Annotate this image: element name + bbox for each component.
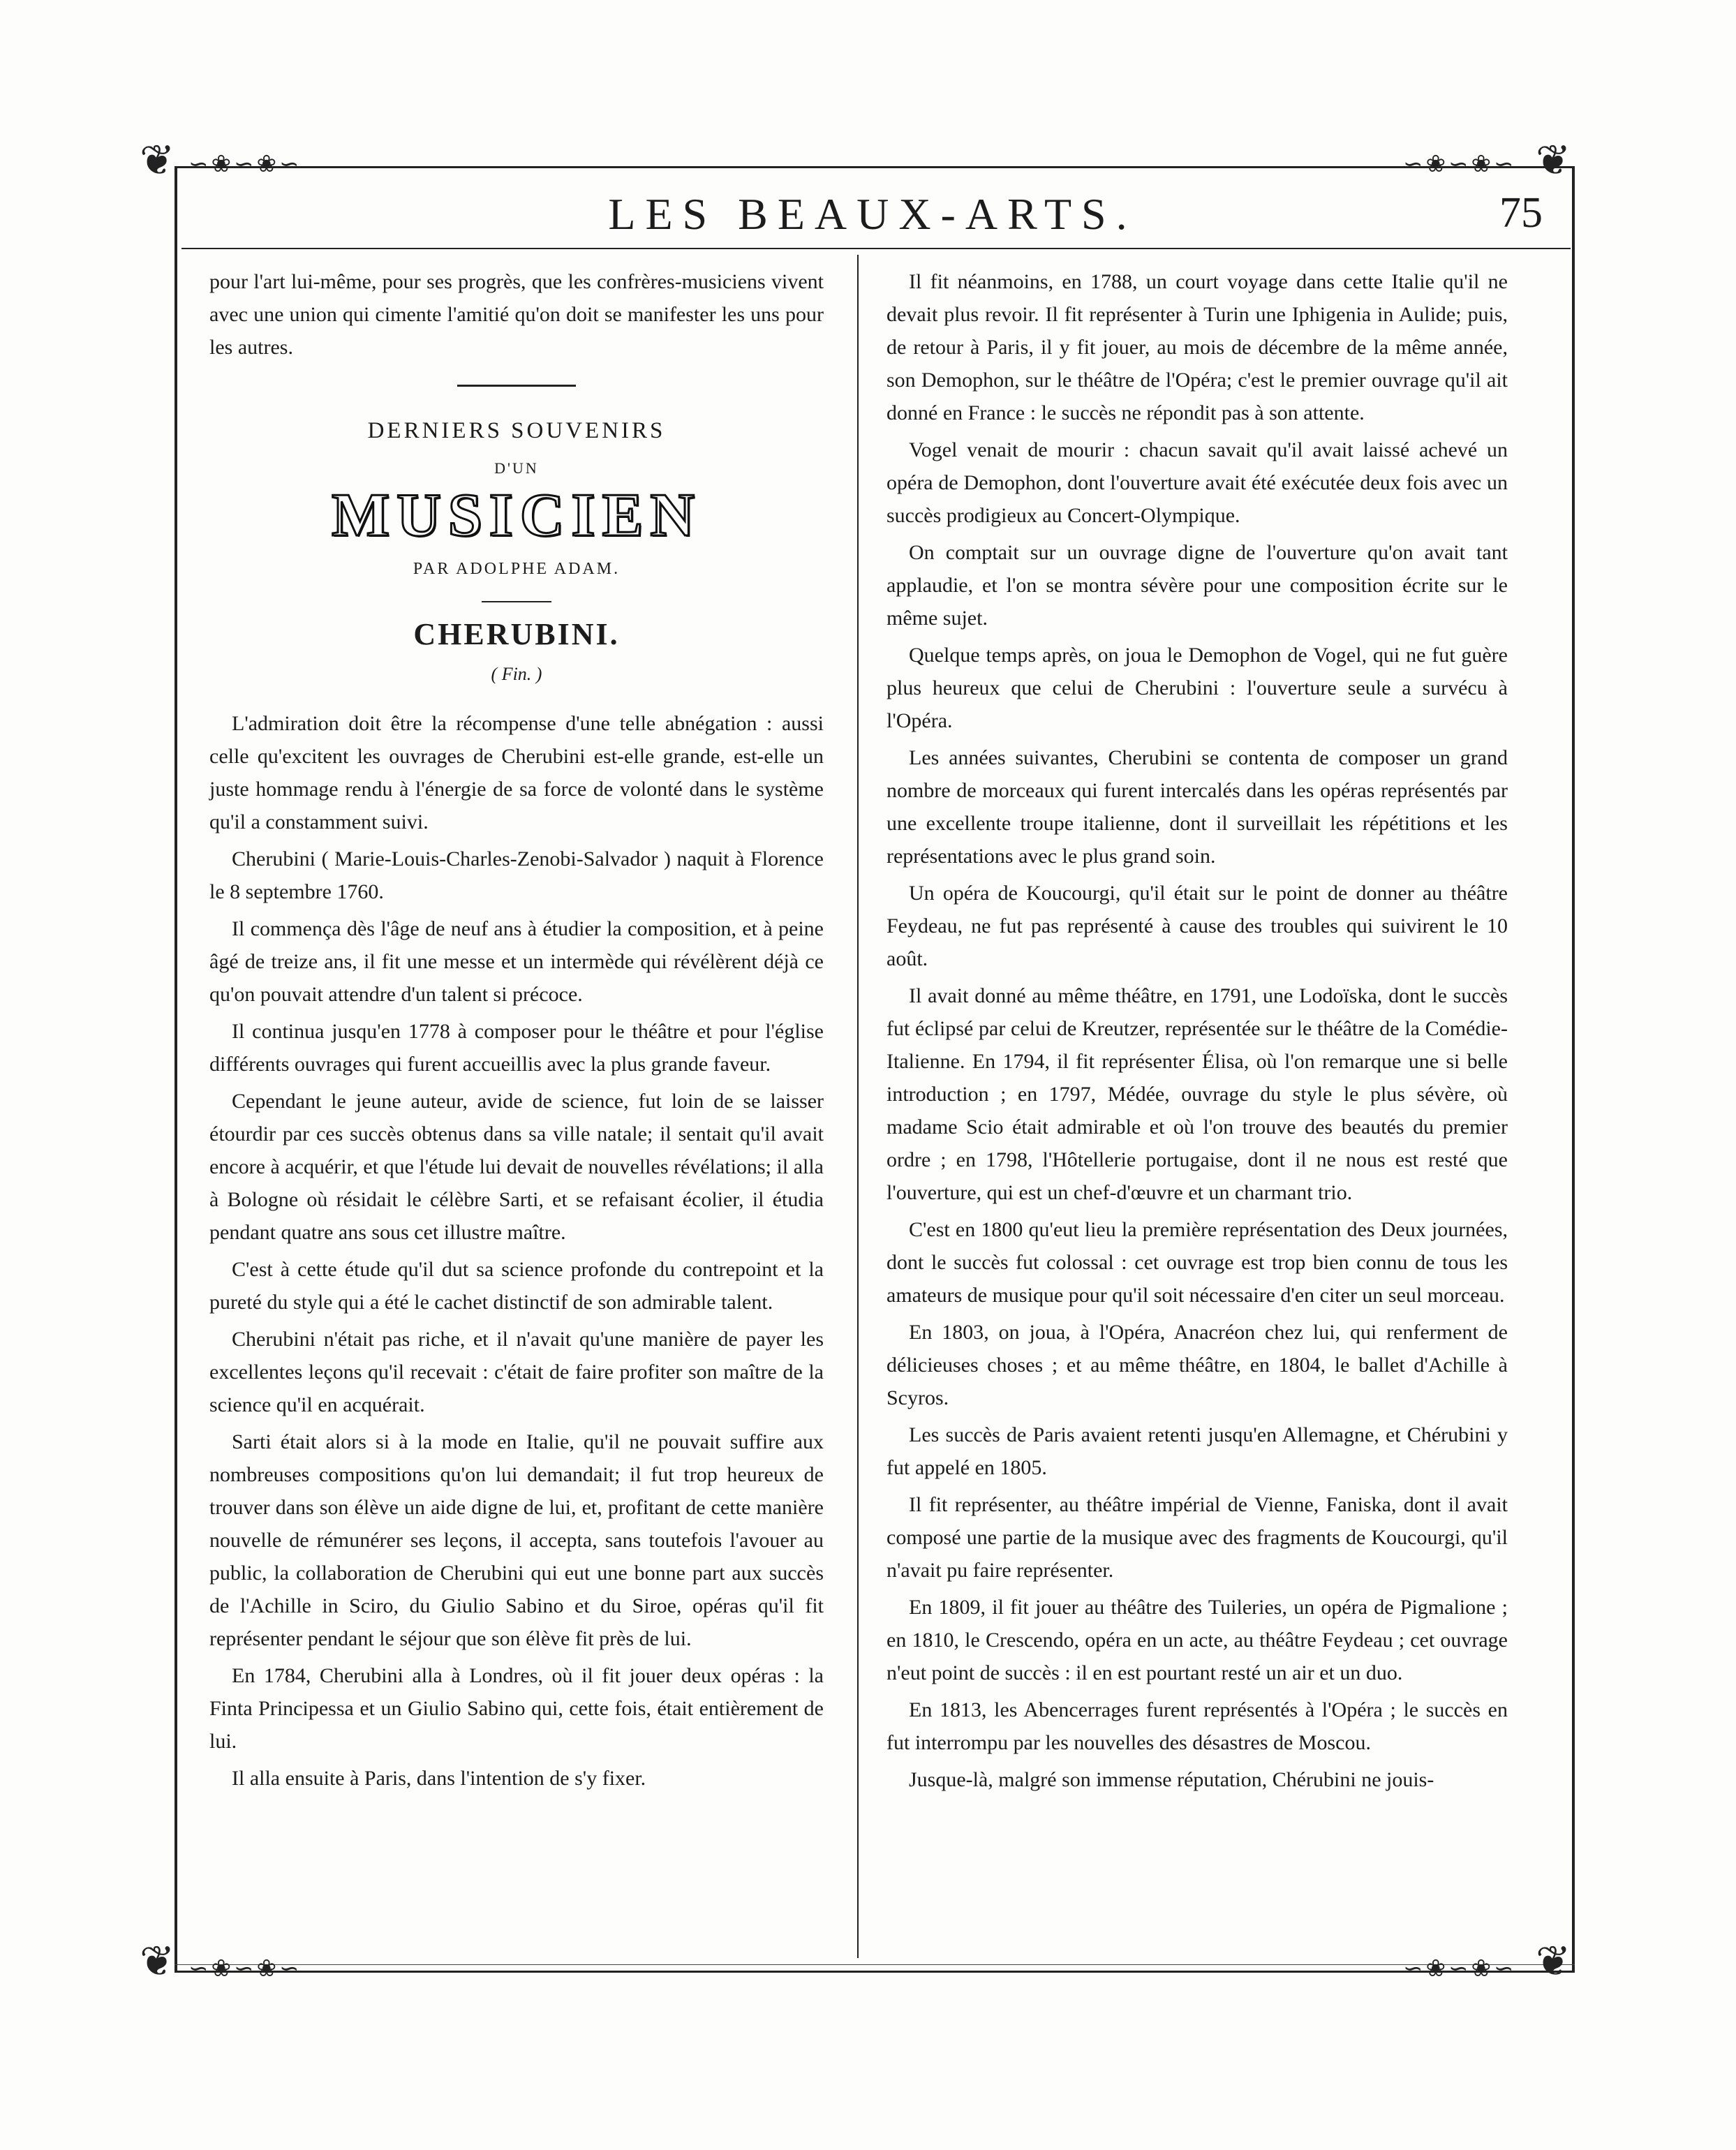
running-title: LES BEAUX-ARTS. [608, 189, 1137, 239]
section-subheading: ( Fin. ) [491, 664, 542, 684]
paragraph: L'admiration doit être la récompense d'une telle abnégation : aussi celle qu'excitent les ouvrages de Cherubini est-elle grande, est-elle un juste hommage rendu à l'énergie de sa force de volonté dans le système qu'il a constamment suivi. [209, 712, 824, 833]
corner-ornament-icon: ❦ [140, 1937, 175, 1986]
article-kicker-small: D'UN [494, 459, 539, 477]
intro-paragraph: pour l'art lui-même, pour ses progrès, que les confrères-musiciens vivent avec une union qui cimente l'amitié qu'on doit se manifester les uns pour les autres. [209, 270, 824, 359]
article-kicker: DERNIERS SOUVENIRS [367, 418, 666, 443]
paragraph: Il continua jusqu'en 1778 à composer pour le théâtre et pour l'église différents ouvrages qui furent accueillis avec la plus grande faveur. [209, 1020, 824, 1076]
page-number: 75 [1499, 189, 1543, 237]
scroll-ornament-icon: ∽❀∽❀∽ [188, 150, 302, 178]
corner-ornament-icon: ❦ [1536, 1937, 1571, 1986]
paragraph: Les succès de Paris avaient retenti jusqu'en Allemagne, et Chérubini y fut appelé en 1805. [886, 1423, 1508, 1479]
short-rule [482, 601, 551, 602]
paragraph: C'est à cette étude qu'il dut sa science profonde du contrepoint et la pureté du style qui a été le cachet distinctif de son admirable talent. [209, 1258, 824, 1314]
paragraph: Cherubini ( Marie-Louis-Charles-Zenobi-Salvador ) naquit à Florence le 8 septembre 1760. [209, 847, 824, 903]
header-rule [181, 248, 1571, 249]
paragraph: En 1803, on joua, à l'Opéra, Anacréon chez lui, qui renferment de délicieuses choses ; et au même théâtre, en 1804, le ballet d'Achille à Scyros. [886, 1321, 1508, 1409]
scroll-ornament-icon: ∽❀∽❀∽ [1403, 150, 1517, 178]
scroll-ornament-icon: ∽❀∽❀∽ [1403, 1955, 1517, 1982]
paragraph: En 1784, Cherubini alla à Londres, où il fit jouer deux opéras : la Finta Principessa et un Giulio Sabino qui, cette fois, était entièrement de lui. [209, 1664, 824, 1753]
bottom-inner-rule [175, 1964, 1575, 1965]
paragraph: Il commença dès l'âge de neuf ans à étudier la composition, et à peine âgé de treize ans, il fit une messe et un intermède qui révélèrent déjà ce qu'on pouvait attendre d'un talent si précoce. [209, 917, 824, 1006]
paragraph: Il avait donné au même théâtre, en 1791, une Lodoïska, dont le succès fut éclipsé par celui de Kreutzer, représentée sur le théâtre de la Comédie-Italienne. En 1794, il fit représenter Élisa, où l'on remarque une si belle introduction ; en 1797, Médée, ouvrage du style le plus sévère, où madame Scio était admirable et où l'on trouve des beautés du premier ordre ; en 1798, l'Hôtellerie portugaise, dont il ne nous est resté que l'ouverture, qui est un chef-d'œuvre et un charmant trio. [886, 984, 1508, 1204]
corner-ornament-icon: ❦ [140, 136, 175, 185]
paragraph: Cherubini n'était pas riche, et il n'avait qu'une manière de payer les excellentes leçons qu'il recevait : c'était de faire profiter son maître de la science qu'il en acquérait. [209, 1328, 824, 1416]
paragraph: Vogel venait de mourir : chacun savait qu'il avait laissé achevé un opéra de Demophon, dont l'ouverture avait été exécutée deux fois avec un succès prodigieux au Concert-Olympique. [886, 438, 1508, 527]
left-column [209, 265, 824, 1799]
corner-ornament-icon: ❦ [1536, 136, 1571, 185]
paragraph: Sarti était alors si à la mode en Italie, qu'il ne pouvait suffire aux nombreuses compositions qu'on lui demandait; il fut trop heureux de trouver dans son élève un aide digne de lui, et, profitant de cette manière nouvelle de rémunérer ses leçons, il accepta, sans toutefois l'avouer au public, la collaboration de Cherubini qui eut une bonne part aux succès de l'Achille in Sciro, du Giulio Sabino et du Siroe, opéras qu'il fit représenter pendant le séjour que son élève fit près de lui. [209, 1430, 824, 1650]
paragraph: Quelque temps après, on joua le Demophon de Vogel, qui ne fut guère plus heureux que celui de Cherubini : l'ouverture seule a survécu à l'Opéra. [886, 644, 1508, 732]
article-title-block [209, 385, 824, 690]
scroll-ornament-icon: ∽❀∽❀∽ [188, 1955, 302, 1982]
paragraph: Il fit représenter, au théâtre impérial de Vienne, Faniska, dont il avait composé une partie de la musique avec des fragments de Koucourgi, qu'il n'avait pu faire représenter. [886, 1493, 1508, 1582]
paragraph: En 1809, il fit jouer au théâtre des Tuileries, un opéra de Pigmalione ; en 1810, le Crescendo, opéra en un acte, au théâtre Feydeau ; cet ouvrage n'eut point de succès : il en est pourtant resté un air et un duo. [886, 1596, 1508, 1684]
paragraph: En 1813, les Abencerrages furent représentés à l'Opéra ; le succès en fut interrompu par les nouvelles des désastres de Moscou. [886, 1698, 1508, 1754]
paragraph: Un opéra de Koucourgi, qu'il était sur le point de donner au théâtre Feydeau, ne fut pas représenté à cause des troubles qui suivirent le 10 août. [886, 882, 1508, 970]
paragraph: Il fit néanmoins, en 1788, un court voyage dans cette Italie qu'il ne devait plus revoir. Il fit représenter à Turin une Iphigenia in Aulide; puis, de retour à Paris, il y fit jouer, au mois de décembre de la même année, son Demophon, sur le théâtre de l'Opéra; c'est le premier ouvrage qu'il ait donné en France : le succès ne répondit pas à son attente. [886, 270, 1508, 424]
paragraph: C'est en 1800 qu'eut lieu la première représentation des Deux journées, dont le succès fut colossal : cet ouvrage est trop bien connu de tous les amateurs de musique pour qu'il soit nécessaire d'en citer un seul morceau. [886, 1218, 1508, 1307]
paragraph: Jusque-là, malgré son immense réputation, Chérubini ne jouis- [909, 1768, 1434, 1791]
paragraph: Les années suivantes, Cherubini se contenta de composer un grand nombre de morceaux qui furent intercalés dans les opéras représentés par une excellente troupe italienne, dont il surveillait les répétitions et les représentations avec le plus grand soin. [886, 746, 1508, 868]
paragraph: On comptait sur un ouvrage digne de l'ouverture qu'on avait tant applaudie, et l'on se montra sévère pour une composition écrite sur le même sujet. [886, 541, 1508, 630]
paragraph: Cependant le jeune auteur, avide de science, fut loin de se laisser étourdir par ces succès obtenus dans sa ville natale; il sentait qu'il avait encore à acquérir, et que l'étude lui devait de nouvelles révélations; il alla à Bologne où résidait le célèbre Sarti, et se refaisant écolier, il étudia pendant quatre ans sous cet illustre maître. [209, 1090, 824, 1244]
column-divider [857, 255, 859, 1958]
byline: PAR ADOLPHE ADAM. [413, 560, 621, 578]
ornamental-rule [457, 385, 576, 387]
page-header [188, 188, 1557, 244]
section-heading: CHERUBINI. [413, 617, 620, 651]
article-title: MUSICIEN [332, 482, 702, 549]
paragraph: Il alla ensuite à Paris, dans l'intention de s'y fixer. [232, 1767, 646, 1790]
right-column [886, 265, 1508, 1800]
